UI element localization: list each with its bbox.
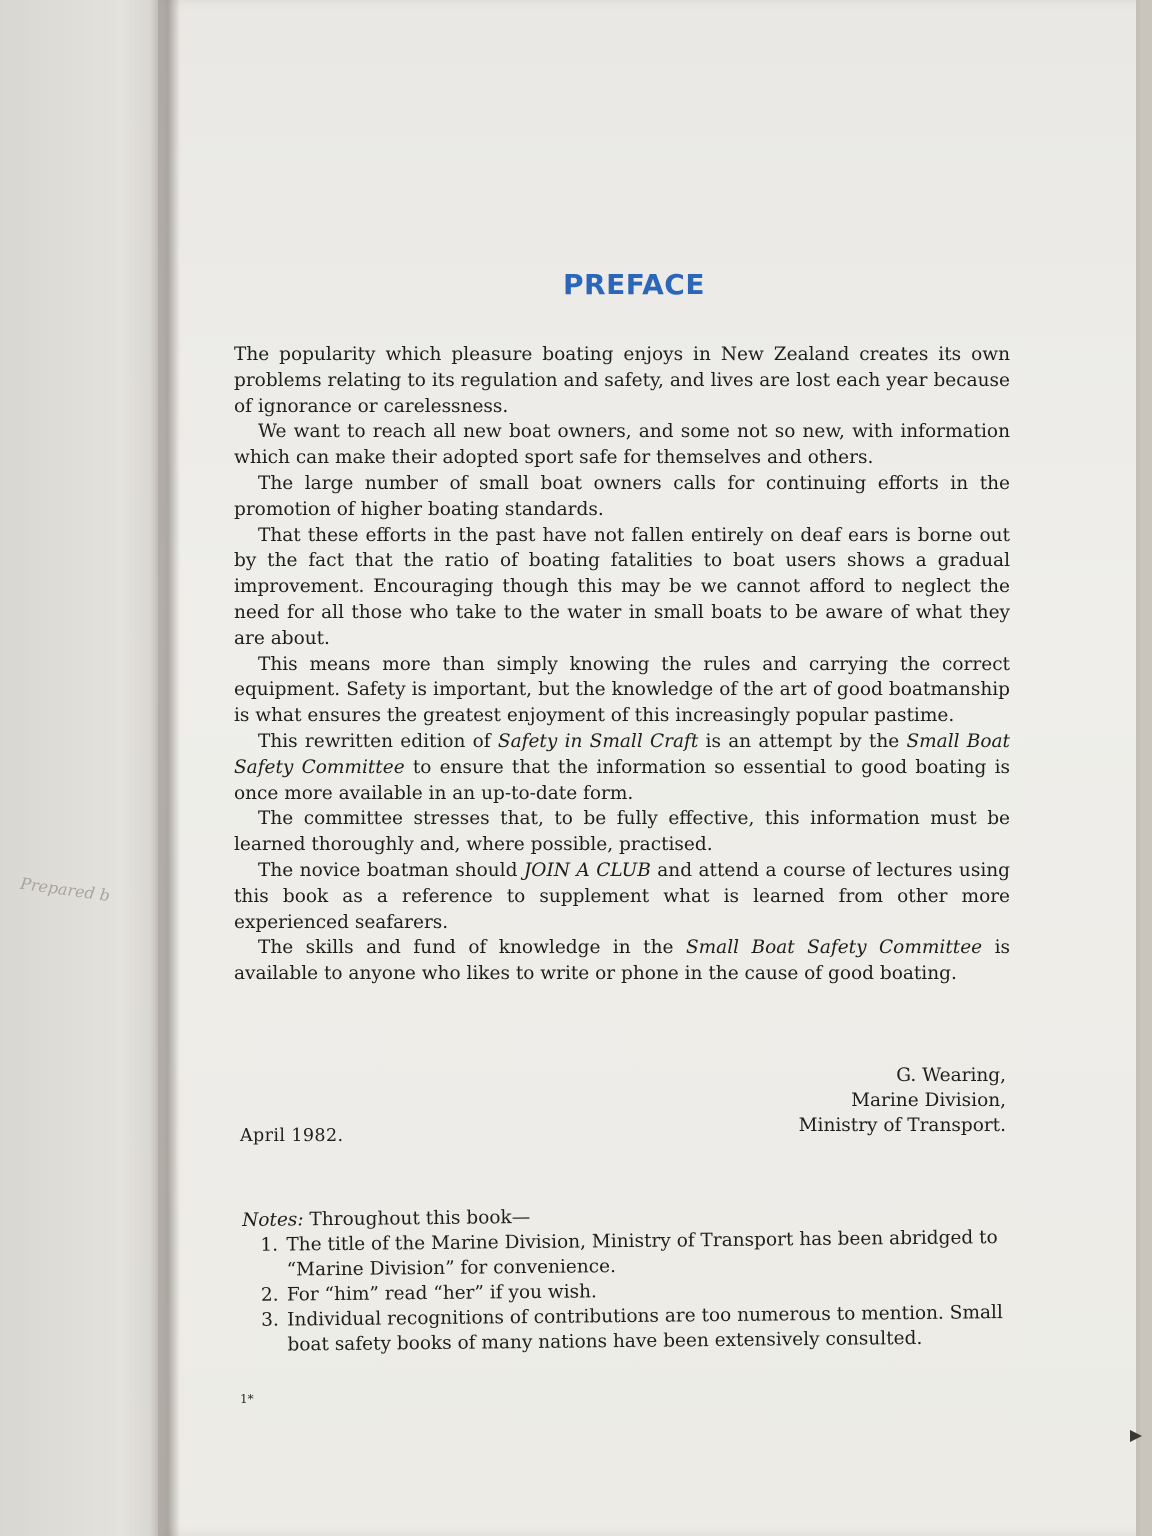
preface-paragraph [234,342,1010,419]
italic-text: JOIN A CLUB [523,859,651,881]
paragraph-text: is available to anyone who likes to write or phone in the cause of good boating. [234,937,1010,985]
note-text: The title of the Marine Division, Ministry of Transport has been abridged to “Marine Division” for convenience. [286,1227,998,1281]
left-page-fragment: Prepared b [19,873,112,906]
notes-list [242,1225,1013,1358]
signature-block [799,1063,1006,1138]
left-page [0,0,175,1536]
preface-paragraph [234,935,1010,987]
signature-division: Marine Division, [851,1090,1006,1111]
note-number: 1. [260,1234,279,1256]
preface-paragraph [234,806,1010,858]
paragraph-text: The novice boatman should [258,859,524,881]
note-text: Individual recognitions of contributions are too numerous to mention. Small boat safety books of many nations have been extensively consulted. [287,1302,1003,1356]
paragraph-text: The large number of small boat owners calls for continuing efforts in the promotion of higher boating standards. [234,472,1010,520]
preface-paragraph [234,729,1010,806]
note-number: 2. [260,1284,279,1306]
paragraph-text: is an attempt by the [698,730,907,752]
italic-text: Small Boat Safety Committee [685,937,983,959]
paragraph-text: The skills and fund of knowledge in the [258,937,686,959]
paragraph-text: to ensure that the information so essential to good boating is once more available in an up-to-date form. [234,756,1011,804]
page-title: PREFACE [563,268,705,301]
signature-name: G. Wearing, [896,1065,1006,1086]
page-edge [1140,0,1152,1536]
preface-paragraph [234,858,1010,935]
page-folio: 1* [240,1392,254,1406]
paragraph-text: We want to reach all new boat owners, and some not so new, with information which can make their adopted sport safe for themselves and others. [234,421,1010,469]
preface-paragraph [234,419,1010,471]
preface-body [234,342,1010,987]
paragraph-text: This means more than simply knowing the rules and carrying the correct equipment. Safety is important, but the knowledge of the art of good boatmanship is what ensures the greatest enjoyment of this increasingly popular pastime. [234,653,1010,727]
note-text: For “him” read “her” if you wish. [286,1281,597,1306]
gutter-shadow [150,0,180,1536]
italic-text: Small Boat Safety Committee [234,730,1010,778]
date-line: April 1982. [240,1126,344,1146]
notes-label: Notes: [242,1209,304,1231]
preface-paragraph [234,523,1010,652]
paragraph-text: and attend a course of lectures using this book as a reference to supplement what is learned from other more experienced seafarers. [234,859,1010,933]
note-number: 3. [261,1309,279,1331]
notes-intro: Throughout this book— [309,1206,531,1231]
signature-ministry: Ministry of Transport. [798,1115,1006,1136]
paragraph-text: That these efforts in the past have not fallen entirely on deaf ears is borne out by the fact that the ratio of boating fatalities to boat users shows a gradual improvement. Encouraging though this may be we cannot afford to neglect the need for all those who take to the water in small boats to be aware of what they are about. [234,524,1010,649]
paragraph-text: The popularity which pleasure boating enjoys in New Zealand creates its own problems relating to its regulation and safety, and lives are lost each year because of ignorance or carelessness. [234,344,1010,417]
preface-paragraph [234,652,1010,729]
paragraph-text: This rewritten edition of [258,730,498,752]
note-item [242,1225,1012,1283]
paragraph-text: The committee stresses that, to be fully effective, this information must be learned thoroughly and, where possible, practised. [234,808,1010,856]
notes-section [242,1200,1014,1358]
page-corner-mark [1130,1430,1142,1442]
italic-text: Safety in Small Craft [497,730,699,752]
note-item [243,1300,1013,1358]
preface-paragraph [234,471,1010,523]
